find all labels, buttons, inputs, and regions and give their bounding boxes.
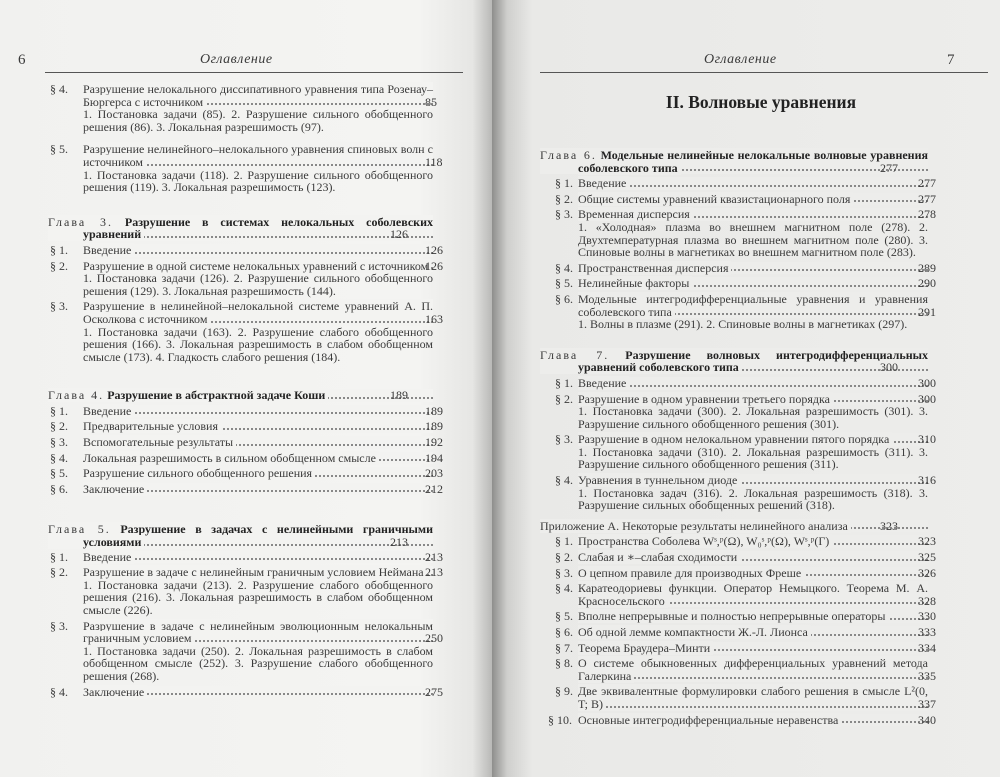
toc-entry-chapter[interactable] [48, 522, 433, 550]
toc-entry-section[interactable] [555, 473, 936, 513]
page-ref: 126 [425, 258, 443, 273]
entry-title-block [578, 432, 936, 447]
page-ref: 291 [918, 304, 936, 319]
entry-title-text [578, 192, 853, 206]
entry-title: Заключение [83, 481, 145, 496]
entry-subsections: 1. Постановка задачи (250). 2. Локальная разрешимость в слабом обобщенном смысле (252). 3. Разрушение слабого обобщенного решения (268). [83, 643, 433, 683]
entry-title: Пространственная дисперсия [578, 260, 729, 275]
section-label: § 10. [548, 712, 572, 727]
entry-title: Разрушение в одном уравнении третьего порядка [578, 391, 830, 406]
entry-title: О системе обыкновенных дифференциальных уравнений метода Галеркина [578, 656, 928, 683]
entry-title-text [83, 243, 134, 257]
entry-title: Разрушение нелинейного–нелокального уравнения спиновых волн с источником [83, 142, 433, 169]
section-label: § 6. [555, 291, 573, 306]
chapter-label: Глава 3. [48, 214, 114, 229]
entry-title-text [83, 404, 134, 418]
section-label: § 3. [555, 432, 573, 447]
entry-subsections: 1. Постановка задач (316). 2. Локальная разрешимость (318). 3. Разрушение сильных обобщенных решений (318). [578, 485, 928, 513]
toc-entry-section[interactable] [555, 191, 936, 206]
entry-title-block [83, 618, 443, 646]
entry-title-block [578, 176, 936, 191]
page-ref: 337 [918, 696, 936, 711]
entry-title-text [83, 685, 147, 699]
section-label: § 2. [555, 191, 573, 206]
toc-entry-section[interactable] [50, 419, 443, 434]
entry-title-block [578, 625, 936, 639]
section-label: § 4. [50, 82, 68, 96]
entry-title: Разрушение в абстрактной задаче Коши [107, 388, 326, 403]
page-ref: 300 [918, 391, 936, 406]
page-ref: 333 [918, 625, 936, 639]
toc-entry-section[interactable] [50, 82, 437, 134]
entry-subsections: 1. Постановка задачи (300). 2. Локальная разрешимость (301). 3. Разрушение сильного обобщенного решения (301). [578, 404, 928, 431]
page-ref: 189 [425, 403, 443, 418]
toc-entry-section[interactable] [555, 565, 936, 580]
entry-title-text [48, 388, 328, 402]
toc-entry-section[interactable] [50, 684, 443, 699]
entry-subsections: 1. Постановка задачи (163). 2. Разрушение слабого обобщенного решения (166). 3. Локальная разрешимость в слабом обобщенном смысле (173). 4. Гладкость слабого решения (184). [83, 324, 433, 364]
entry-title: Введение [83, 242, 132, 257]
entry-title-block [83, 549, 443, 564]
page-ref: 213 [425, 565, 443, 580]
toc-entry-appendix[interactable] [540, 518, 928, 533]
page-ref: 194 [425, 450, 443, 465]
part-title: II. Волновые уравнения [665, 92, 857, 112]
section-label: § 7. [555, 640, 573, 655]
page-number: 7 [947, 52, 955, 68]
page-ref: 335 [918, 668, 936, 683]
toc-entry-section[interactable] [50, 549, 443, 564]
section-label: § 1. [50, 403, 68, 418]
entry-subsections: 1. Постановка задачи (118). 2. Разрушение сильного обобщенного решения (119). 3. Локальная разрешимость (123). [83, 167, 433, 195]
entry-title-text [83, 466, 315, 480]
entry-title-block [540, 349, 928, 374]
toc-entry-section[interactable] [555, 534, 936, 549]
toc-entry-section[interactable] [555, 656, 936, 683]
section-label: § 1. [555, 375, 573, 390]
page-ref: 278 [918, 207, 936, 222]
toc-entry-section[interactable] [50, 450, 443, 465]
entry-title-text [578, 641, 713, 655]
entry-title: Слабая и ∗–слабая сходимости [578, 550, 738, 565]
toc-entry-section[interactable] [555, 684, 936, 711]
section-label: § 5. [555, 276, 573, 291]
page-number: 6 [18, 52, 26, 68]
section-label: § 4. [50, 450, 68, 465]
entry-title-block [578, 191, 936, 206]
section-label: § 1. [555, 534, 573, 549]
entry-title: О цепном правиле для производных Фреше [578, 565, 802, 580]
page-ref: 325 [918, 550, 936, 565]
entry-title: Разрушение нелокального диссипативного уравнения типа Розенау–Бюргерса с источником [83, 82, 433, 109]
entry-title: Разрушение в одной системе нелокальных уравнений с источником [83, 258, 429, 273]
toc-entry-section[interactable] [50, 565, 443, 617]
toc-entry-section[interactable] [50, 142, 443, 195]
entry-title-block [83, 481, 443, 496]
entry-title: Введение [83, 403, 132, 418]
dot-leader [83, 412, 433, 414]
entry-title: Две эквивалентные формулировки слабого решения в смысле L²(0, T; B) [578, 684, 928, 711]
entry-title: Введение [578, 375, 627, 390]
section-label: § 8. [555, 656, 573, 671]
page-ref: 334 [918, 640, 936, 655]
entry-title-block [83, 435, 443, 450]
section-label: § 4. [555, 581, 573, 596]
page-ref: 118 [425, 154, 443, 169]
toc-entry-chapter[interactable] [48, 388, 433, 403]
entry-title: Разрушение в задаче с нелинейным граничным условием Неймана [83, 565, 424, 580]
entry-title-block [83, 466, 443, 481]
entry-title: Основные интегродифференциальные неравенства [578, 712, 839, 727]
entry-title-block [48, 216, 433, 241]
section-label: § 1. [555, 176, 573, 191]
dot-leader [578, 185, 928, 187]
toc-entry-section[interactable] [50, 466, 443, 481]
chapter-label: Глава 6. [540, 148, 597, 162]
entry-title: Разрушение волновых интегродифференциальных уравнений соболевского типа [578, 347, 929, 375]
section-label: § 3. [50, 435, 68, 450]
page-ref: 328 [918, 593, 936, 608]
entry-title-block [578, 375, 936, 390]
page-ref: 277 [880, 160, 898, 175]
page-ref: 189 [425, 419, 443, 434]
entry-title-text [578, 473, 740, 487]
section-label: § 9. [555, 684, 573, 699]
entry-title-block [578, 276, 936, 291]
toc-list [48, 80, 443, 699]
entry-title: Предварительные условия [83, 419, 218, 434]
toc-entry-section[interactable] [555, 260, 936, 275]
entry-title: Заключение [83, 684, 145, 699]
dot-leader [83, 252, 433, 254]
entry-title-block [83, 403, 443, 418]
entry-title-text [578, 713, 841, 727]
entry-title-text [578, 376, 629, 390]
page-ref: 126 [425, 242, 443, 257]
section-label: § 6. [555, 625, 573, 639]
page-ref: 300 [918, 375, 936, 390]
toc-entry-section[interactable] [555, 640, 936, 655]
page-ref: 126 [390, 227, 408, 242]
entry-title-text [540, 519, 851, 533]
entry-title-text [578, 176, 629, 190]
entry-title-text [83, 482, 147, 496]
page-ref: 250 [425, 631, 443, 646]
entry-subsections: 1. Постановка задачи (310). 2. Локальная разрешимость (311). 3. Разрушение сильного обобщенного решения (311). [578, 444, 928, 472]
page-ref: 192 [425, 435, 443, 450]
entry-subsections: 1. Волны в плазме (291). 2. Спиновые волны в магнетиках (297). [578, 317, 908, 332]
toc-entry-section[interactable] [555, 291, 936, 332]
section-label: § 6. [50, 481, 68, 496]
entry-title: Вполне непрерывные и полностью непрерывные операторы [578, 609, 886, 624]
section-label: § 2. [50, 419, 68, 434]
dot-leader [578, 385, 928, 387]
entry-title: Пространства Соболева Wˢ,ᵖ(Ω), W₀ˢ,ᵖ(Ω), Wˢ,ᵖ(Γ) [578, 534, 830, 549]
entry-title-text [578, 566, 804, 580]
page-ref: 316 [918, 473, 936, 488]
page-ref: 212 [425, 481, 443, 496]
toc-entry-section[interactable] [555, 432, 936, 472]
page-ref: 289 [918, 260, 936, 275]
toc-entry-chapter[interactable] [540, 148, 929, 175]
entry-title-block [578, 473, 936, 488]
page-ref: 330 [918, 609, 936, 624]
entry-title-block [578, 656, 936, 683]
chapter-label: Глава 4. [48, 388, 105, 403]
section-label: § 2. [555, 550, 573, 565]
toc-entry-section[interactable] [555, 176, 936, 191]
toc-entry-section[interactable] [555, 625, 936, 639]
entry-title-block [578, 581, 936, 608]
entry-title-text [578, 609, 888, 623]
entry-title-block [83, 242, 443, 257]
page-ref: 340 [918, 712, 936, 727]
toc-entry-section[interactable] [555, 276, 936, 291]
entry-title: Уравнения в туннельном диоде [578, 473, 738, 488]
toc-entry-section[interactable] [50, 435, 443, 450]
toc-entry-section[interactable] [548, 712, 936, 727]
right-page [492, 0, 1000, 777]
entry-title-block [578, 640, 936, 655]
section-label: § 4. [50, 684, 68, 699]
entry-title: Временная дисперсия [578, 207, 690, 222]
toc-entry-section[interactable] [50, 618, 443, 683]
entry-title-block [578, 609, 936, 624]
left-page [0, 0, 492, 777]
entry-title-text [578, 550, 740, 564]
entry-title-block [83, 450, 443, 465]
section-label: § 4. [555, 260, 573, 275]
page-ref: 326 [918, 565, 936, 580]
page-ref: 213 [390, 535, 408, 550]
page-ref: 290 [918, 276, 936, 291]
entry-title: Разрушение в задаче с нелинейным эволюционным нелокальным граничным условием [83, 618, 433, 646]
section-label: § 4. [555, 473, 573, 488]
entry-subsections: 1. «Холодная» плазма во внешнем магнитном поле (278). 2. Двухтемпературная плазма во внешнем магнитном поле (280). 3. Спиновые волны в магнетиках во внешнем магнитном поле (283). [578, 219, 928, 260]
entry-title: Модельные интегродифференциальные уравнения и уравнения соболевского типа [578, 291, 928, 319]
entry-title-text [578, 534, 832, 548]
toc-entry-section[interactable] [50, 403, 443, 418]
section-label: § 5. [50, 466, 68, 481]
toc-entry-section[interactable] [555, 581, 936, 608]
entry-title: Теорема Браудера–Минти [578, 640, 711, 655]
entry-title: Разрушение сильного обобщенного решения [83, 466, 313, 481]
entry-title: Разрушение в задачах с нелинейными граничными условиями [83, 522, 433, 550]
entry-title-block [83, 684, 443, 699]
entry-title-text [578, 261, 731, 275]
entry-title-block [540, 520, 928, 533]
toc-entry-chapter[interactable] [540, 347, 929, 375]
entry-title: Разрушение в нелинейной–нелокальной системе уравнений А. П. Осколкова с источником [83, 299, 433, 326]
entry-subsections: 1. Постановка задачи (126). 2. Разрушение сильного обобщенного решения (129). 3. Локальная разрешимость (144). [83, 271, 433, 298]
section-label: § 3. [50, 299, 68, 314]
section-label: § 2. [50, 565, 68, 580]
entry-title-text [83, 451, 379, 465]
entry-title-text [578, 625, 811, 639]
entry-title: Введение [83, 549, 132, 564]
entry-title-block [540, 149, 928, 174]
page-ref: 300 [880, 360, 898, 375]
toc-entry-chapter[interactable] [48, 214, 433, 242]
entry-title-block [48, 389, 433, 402]
section-label: § 5. [50, 142, 68, 157]
entry-title-block [578, 684, 936, 711]
page-ref: 323 [880, 518, 898, 533]
dot-leader [83, 558, 433, 560]
entry-subsections: 1. Постановка задачи (213). 2. Разрушение слабого обобщенного решения (216). 3. Локальная разрешимость в слабом обобщенном смысле (226). [83, 577, 433, 617]
entry-title: Нелинейные факторы [578, 276, 690, 291]
toc-entry-section[interactable] [555, 550, 936, 565]
toc-entry-section[interactable] [50, 299, 443, 364]
entry-title-block [83, 419, 443, 434]
running-head: Оглавление [200, 52, 273, 67]
entry-title-block [83, 142, 443, 169]
page-ref: 310 [918, 432, 936, 447]
entry-title-text [83, 550, 134, 564]
entry-title: Разрушение в системах нелокальных соболевских уравнений [83, 214, 433, 242]
toc-entry-section[interactable] [50, 481, 443, 496]
section-label: § 3. [50, 618, 68, 633]
entry-title-block [578, 291, 936, 319]
entry-title: Локальная разрешимость в сильном обобщенном смысле [83, 450, 376, 465]
entry-title-block [83, 565, 443, 580]
entry-title: Общие системы уравнений квазистационарного поля [578, 191, 851, 206]
chapter-label: Глава 7. [540, 347, 610, 362]
toc-entry-section[interactable] [50, 258, 443, 298]
entry-title: Об одной лемме компактности Ж.-Л. Лионса [578, 625, 808, 639]
page-ref: 275 [425, 684, 443, 699]
section-label: § 3. [555, 207, 573, 222]
entry-title: Разрушение в одном нелокальном уравнении пятого порядка [578, 432, 890, 447]
header-rule [540, 72, 988, 73]
entry-title: Введение [578, 176, 627, 191]
running-head: Оглавление [704, 52, 777, 67]
section-label: § 3. [555, 565, 573, 580]
page-ref: 213 [425, 549, 443, 564]
entry-title-block [578, 712, 936, 727]
chapter-label: Глава 5. [48, 522, 111, 537]
entry-title-block [48, 523, 433, 548]
entry-title: Некоторые результаты нелинейного анализа [622, 518, 848, 533]
toc-entry-section[interactable] [50, 242, 443, 257]
appendix-label: Приложение А. [540, 518, 620, 533]
section-label: § 2. [555, 391, 573, 406]
section-label: § 1. [50, 549, 68, 564]
dot-leader [578, 706, 928, 708]
page-ref: 163 [425, 311, 443, 326]
page-ref: 277 [918, 191, 936, 206]
page-ref: 85 [425, 94, 437, 109]
entry-title-block [83, 82, 437, 109]
entry-title-block [578, 550, 936, 565]
entry-title-text [83, 419, 221, 433]
entry-title-text [83, 435, 236, 449]
entry-title: Вспомогательные результаты [83, 435, 234, 450]
header-rule [45, 72, 463, 73]
entry-title-block [83, 299, 443, 326]
page-ref: 189 [390, 388, 408, 403]
page-ref: 277 [918, 176, 936, 191]
toc-entry-section[interactable] [555, 375, 936, 390]
entry-title-block [578, 534, 936, 549]
entry-subsections: 1. Постановка задачи (85). 2. Разрушение сильного обобщенного решения (86). 3. Локальная разрешимость (97). [83, 107, 433, 134]
entry-title-text [578, 276, 692, 290]
entry-title: Модельные нелинейные нелокальные волновые уравнения соболевского типа [578, 148, 929, 175]
section-label: § 2. [50, 258, 68, 273]
entry-title-block [578, 260, 936, 275]
section-label: § 1. [50, 242, 68, 257]
entry-title-block [578, 565, 936, 580]
toc-entry-section[interactable] [555, 391, 936, 431]
section-label: § 5. [555, 609, 573, 624]
entry-title: Каратеодориевы функции. Оператор Немыцкого. Теорема М. А. Красносельского [578, 581, 928, 608]
page-ref: 323 [918, 534, 936, 549]
toc-entry-section[interactable] [555, 609, 936, 624]
toc-entry-section[interactable] [555, 207, 936, 260]
toc-list [540, 146, 936, 727]
page-ref: 203 [425, 466, 443, 481]
